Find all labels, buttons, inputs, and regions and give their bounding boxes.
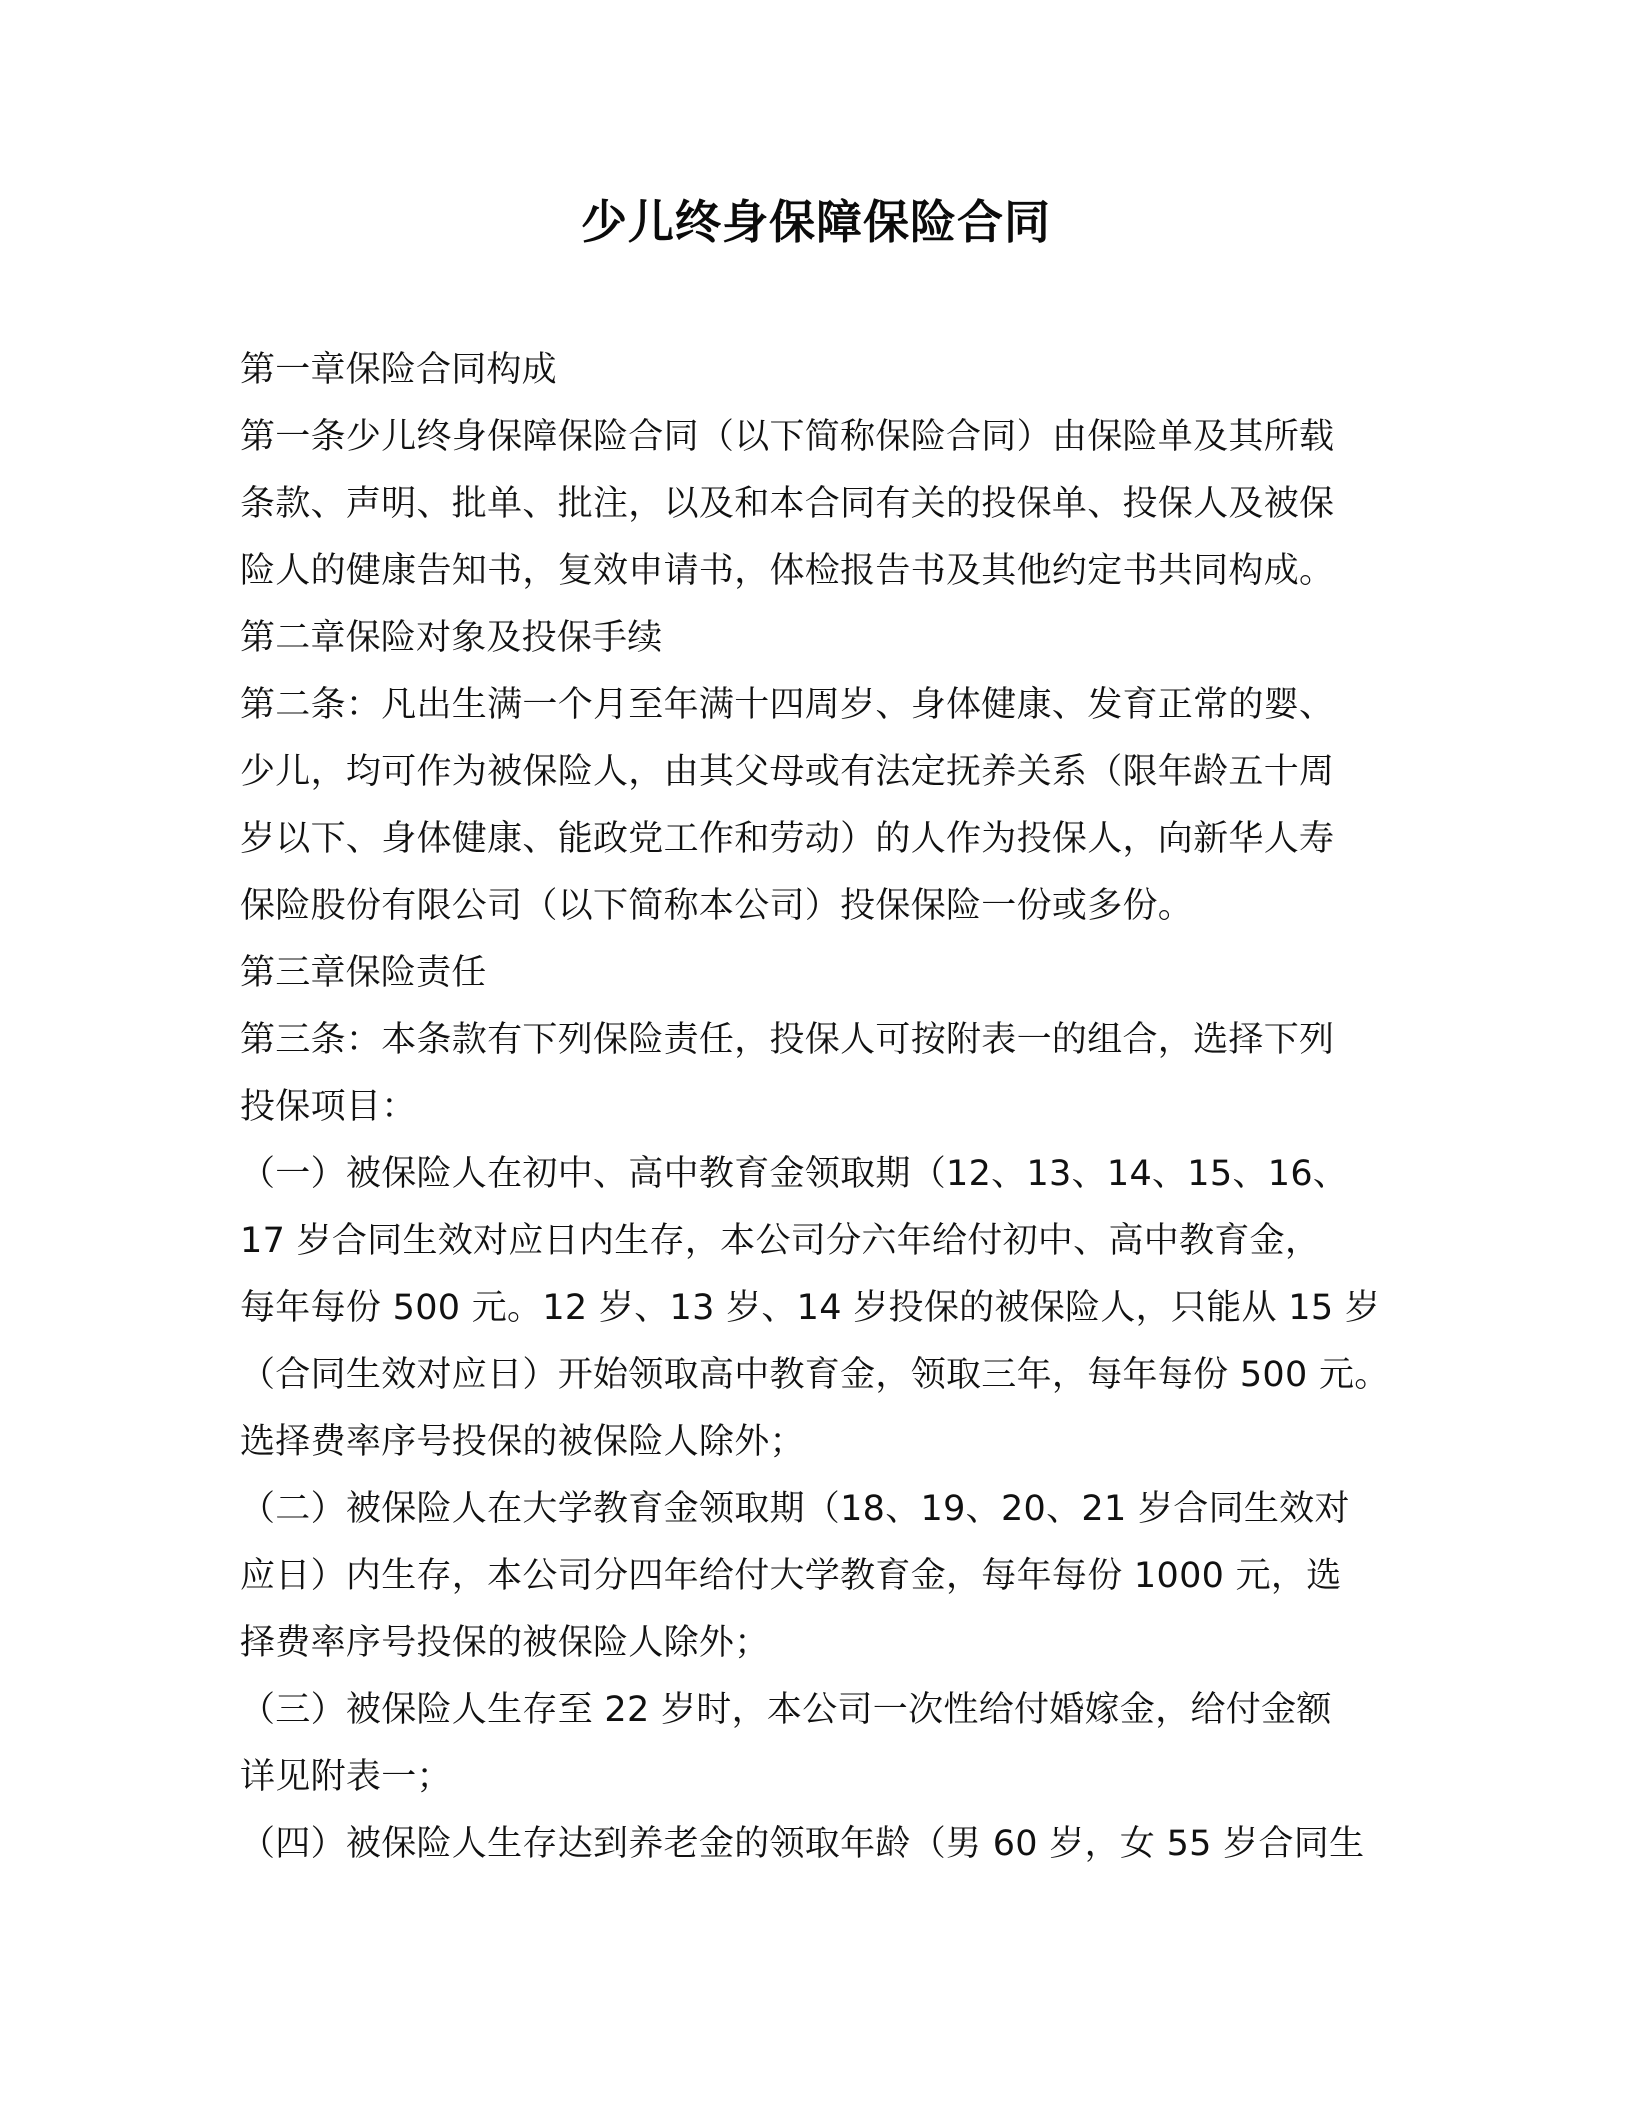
- paragraph-line: 17 岁合同生效对应日内生存，本公司分六年给付初中、高中教育金，: [240, 1221, 1321, 1261]
- paragraph-line: 每年每份 500 元。12 岁、13 岁、14 岁投保的被保险人，只能从 15 岁: [240, 1288, 1381, 1328]
- paragraph-line: （合同生效对应日）开始领取高中教育金，领取三年，每年每份 500 元。: [240, 1355, 1390, 1395]
- chapter-heading: 第二章保险对象及投保手续: [240, 618, 663, 658]
- paragraph-line: 岁以下、身体健康、能政党工作和劳动）的人作为投保人，向新华人寿: [240, 819, 1335, 859]
- paragraph-line: 第二条：凡出生满一个月至年满十四周岁、身体健康、发育正常的婴、: [240, 685, 1335, 725]
- paragraph-line: 少儿，均可作为被保险人，由其父母或有法定抚养关系（限年龄五十周: [240, 752, 1335, 792]
- paragraph-line: 选择费率序号投保的被保险人除外；: [240, 1422, 805, 1462]
- paragraph-line: （二）被保险人在大学教育金领取期（18、19、20、21 岁合同生效对: [240, 1489, 1350, 1529]
- paragraph-line: 保险股份有限公司（以下简称本公司）投保保险一份或多份。: [240, 886, 1194, 926]
- paragraph-line: 条款、声明、批单、批注，以及和本合同有关的投保单、投保人及被保: [240, 484, 1335, 524]
- paragraph-line: 详见附表一；: [240, 1757, 452, 1797]
- paragraph-line: 应日）内生存，本公司分四年给付大学教育金，每年每份 1000 元，选: [240, 1556, 1342, 1596]
- chapter-heading: 第三章保险责任: [240, 953, 487, 993]
- paragraph-line: 投保项目：: [240, 1087, 417, 1127]
- paragraph-line: （三）被保险人生存至 22 岁时，本公司一次性给付婚嫁金，给付金额: [240, 1690, 1332, 1730]
- paragraph-line: 择费率序号投保的被保险人除外；: [240, 1623, 770, 1663]
- paragraph-line: （四）被保险人生存达到养老金的领取年龄（男 60 岁，女 55 岁合同生: [240, 1824, 1365, 1864]
- chapter-heading: 第一章保险合同构成: [240, 350, 557, 390]
- document-body: [240, 337, 1390, 1878]
- paragraph-line: 第三条：本条款有下列保险责任，投保人可按附表一的组合，选择下列: [240, 1020, 1335, 1060]
- paragraph-line: 第一条少儿终身保障保险合同（以下简称保险合同）由保险单及其所载: [240, 417, 1335, 457]
- paragraph-line: （一）被保险人在初中、高中教育金领取期（12、13、14、15、16、: [240, 1154, 1349, 1194]
- document-title: 少儿终身保障保险合同: [581, 195, 1051, 249]
- paragraph-line: 险人的健康告知书，复效申请书，体检报告书及其他约定书共同构成。: [240, 551, 1335, 591]
